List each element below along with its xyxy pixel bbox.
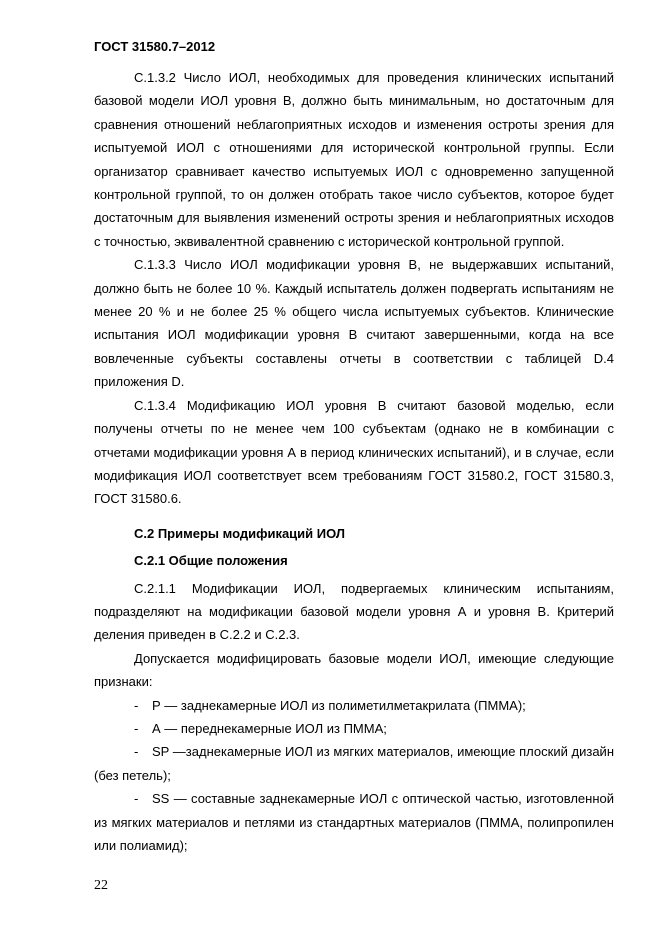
paragraph-c-1-3-3: С.1.3.3 Число ИОЛ модификации уровня В, не выдержавших испытаний, должно быть не более 10 %. Каждый испытатель должен подвергать испытаниям не менее 20 % и не более 25 % общего числа испытуемых субъектов. Клинические испытания ИОЛ модификации уровня В считают завершенными, когда на все вовлеченные субъекты составлены отчеты в соответствии с таблицей D.4 приложения D. (94, 257, 614, 390)
list-bullet: - (134, 697, 139, 713)
list-item-text: SS — составные заднекамерные ИОЛ с оптической частью, изготовленной из мягких материалов и петлями из стандартных материалов (ПММА, полипропилен или полиамид); (94, 791, 614, 853)
list-item (94, 787, 614, 857)
list-item (94, 694, 614, 717)
list-item (94, 717, 614, 740)
list-item-text: Р — заднекамерные ИОЛ из полиметилметакрилата (ПММА); (152, 697, 526, 713)
paragraph-c-1-3-4: С.1.3.4 Модификацию ИОЛ уровня В считают базовой моделью, если получены отчеты по не менее чем 100 субъектам (однако не в комбинации с отчетами модификации уровня А в период клинических испытаний), и в случае, если модификация ИОЛ соответствует всем требованиям ГОСТ 31580.2, ГОСТ 31580.3, ГОСТ 31580.6. (94, 397, 614, 507)
section-heading-c-2: С.2 Примеры модификаций ИОЛ (134, 525, 346, 541)
list-item-text: SP —заднекамерные ИОЛ из мягких материалов, имеющие плоский дизайн (без петель); (94, 744, 614, 783)
paragraph-c-2-1-1: С.2.1.1 Модификации ИОЛ, подвергаемых клиническим испытаниям, подразделяют на модификации базовой модели уровня А и уровня В. Критерий деления приведен в С.2.2 и С.2.3. (94, 580, 614, 643)
document-body (94, 66, 614, 857)
paragraph-allowed-modifications: Допускается модифицировать базовые модели ИОЛ, имеющие следующие признаки: (94, 650, 614, 690)
list-item-text: А — переднекамерные ИОЛ из ПММА; (152, 720, 387, 736)
list-bullet: - (134, 791, 139, 807)
paragraph-c-1-3-2: С.1.3.2 Число ИОЛ, необходимых для проведения клинических испытаний базовой модели ИОЛ уровня В, должно быть минимальным, но достаточным для сравнения отношений неблагоприятных исходов и изменения остроты зрения для испытуемой ИОЛ с отношениями для исторической контрольной группы. Если организатор сравнивает качество испытуемых ИОЛ с одновременно запущенной контрольной группой, то он должен отобрать такое число субъектов, которое будет достаточным для выявления изменений остроты зрения и неблагоприятных исходов с точностью, эквивалентной сравнению с исторической контрольной группой. (94, 70, 614, 249)
page-number: 22 (94, 878, 108, 893)
list-item (94, 740, 614, 787)
document-header: ГОСТ 31580.7–2012 (94, 39, 216, 54)
list-bullet: - (134, 744, 139, 760)
list-bullet: - (134, 720, 139, 736)
subsection-heading-c-2-1: С.2.1 Общие положения (134, 553, 288, 569)
